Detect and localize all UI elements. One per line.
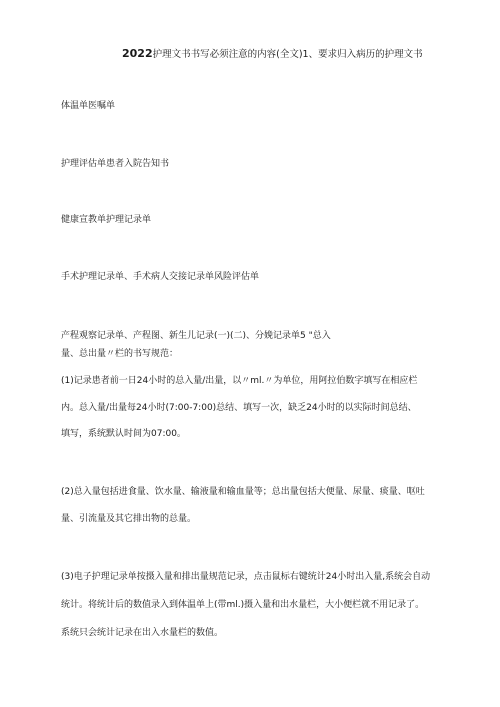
title-text: 护理文书书写必须注意的内容(全文)1、要求归入病历的护理文书 bbox=[152, 49, 423, 60]
list-item: 健康宣教单护理记录单 bbox=[61, 215, 152, 225]
list-item: 体温单医嘱单 bbox=[61, 101, 116, 111]
paragraph-line: 量、总出量〃栏的书写规范： bbox=[61, 349, 179, 359]
paragraph-line: 内。总入量/出量每24小时(7:00-7:00)总结、填写一次，缺乏24小时的以实际时间总结、 bbox=[61, 403, 417, 413]
paragraph-line: 填写，系统默认时间为07:00。 bbox=[61, 429, 186, 439]
paragraph-line: (2)总入量包括进食量、饮水量、输液量和输血量等；总出量包括大便量、尿量、痰量、呕吐 bbox=[61, 487, 425, 497]
paragraph-line: (1)记录患者前一日24小时的总入量/出量，以〃ml.〃为单位，用阿拉伯数字填写在相应栏 bbox=[61, 376, 418, 386]
list-item: 护理评估单患者入院告知书 bbox=[61, 159, 170, 169]
paragraph-line: 系统只会统计记录在出入水量栏的数值。 bbox=[61, 628, 224, 638]
paragraph-line: 产程观察记录单、产程图、新生儿记录(一)(二)、分娩记录单5 "总入 bbox=[61, 331, 331, 341]
paragraph-line: 统计。将统计后的数值录入到体温单上(带ml.)摄入量和出水量栏，大小便栏就不用记录了。 bbox=[61, 600, 425, 610]
paragraph-line: (3)电子护理记录单按摄入量和排出量规范记录，点击鼠标右键统计24小时出入量,系统会自动 bbox=[61, 572, 431, 582]
title-year: 2022 bbox=[122, 47, 153, 60]
paragraph-line: 量、引流量及其它排出物的总量。 bbox=[61, 514, 197, 524]
document-title bbox=[122, 47, 423, 62]
list-item: 手术护理记录单、手术病人交接记录单风险评估单 bbox=[61, 272, 260, 282]
